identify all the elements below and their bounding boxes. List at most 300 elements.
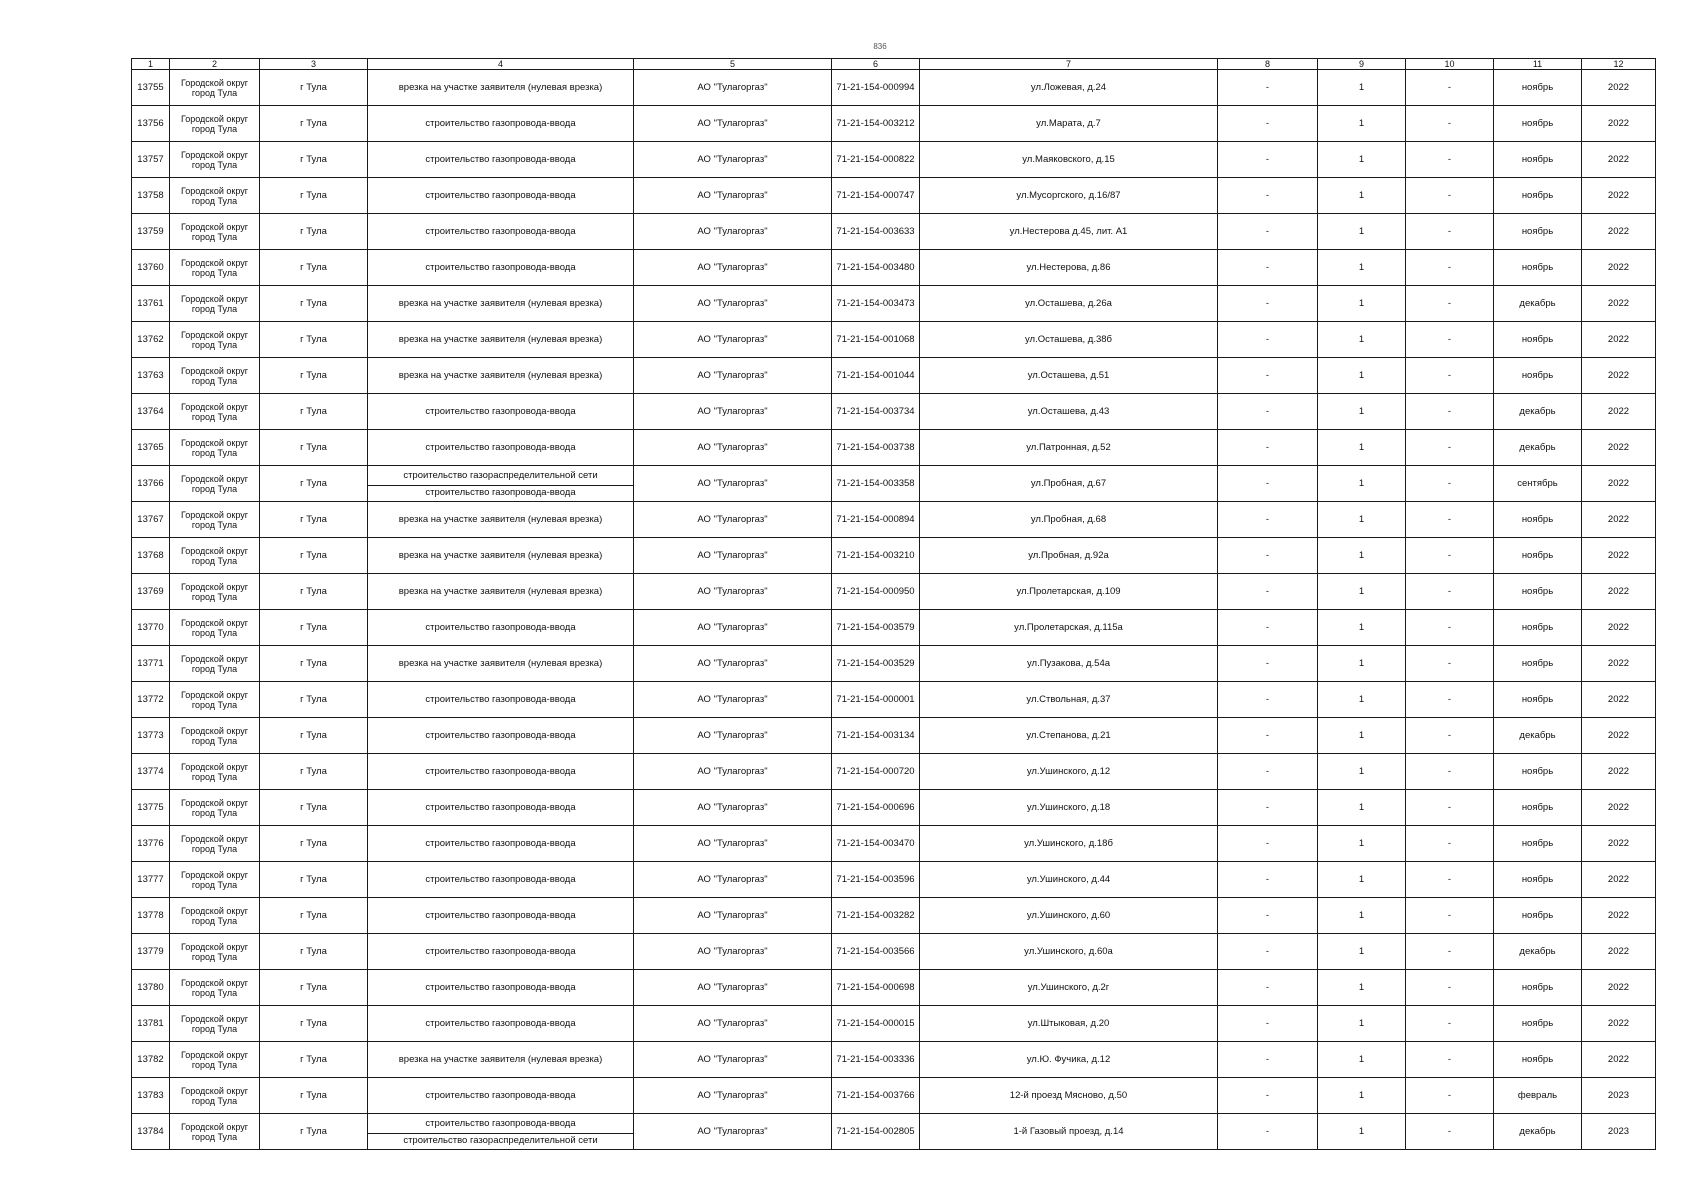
work-type-cell: строительство газопровода-ввода [368, 826, 634, 862]
quantity-cell: 1 [1318, 538, 1406, 574]
district-cell: Городской округ город Тула [170, 502, 260, 538]
address-cell: ул.Ушинского, д.60а [920, 934, 1218, 970]
work-type-cell: строительство газопровода-ввода [368, 934, 634, 970]
year-cell: 2022 [1582, 718, 1656, 754]
month-cell: декабрь [1494, 718, 1582, 754]
column-number: 5 [634, 59, 832, 70]
column-8-cell: - [1218, 70, 1318, 106]
year-cell: 2022 [1582, 322, 1656, 358]
work-type-cell: врезка на участке заявителя (нулевая врезка) [368, 286, 634, 322]
table-row [132, 538, 1656, 574]
organization-cell: АО "Тулагоргаз" [634, 718, 832, 754]
column-10-cell: - [1406, 790, 1494, 826]
record-number: 13763 [132, 358, 170, 394]
organization-cell: АО "Тулагоргаз" [634, 610, 832, 646]
quantity-cell: 1 [1318, 682, 1406, 718]
column-number: 4 [368, 59, 634, 70]
quantity-cell: 1 [1318, 1114, 1406, 1150]
record-number: 13771 [132, 646, 170, 682]
year-cell: 2022 [1582, 1006, 1656, 1042]
city-cell: г Тула [260, 466, 368, 502]
address-cell: ул.Осташева, д.43 [920, 394, 1218, 430]
table-row [132, 358, 1656, 394]
quantity-cell: 1 [1318, 250, 1406, 286]
district-cell: Городской округ город Тула [170, 934, 260, 970]
record-number: 13778 [132, 898, 170, 934]
quantity-cell: 1 [1318, 1006, 1406, 1042]
organization-cell: АО "Тулагоргаз" [634, 538, 832, 574]
organization-cell: АО "Тулагоргаз" [634, 682, 832, 718]
column-8-cell: - [1218, 1006, 1318, 1042]
record-number: 13768 [132, 538, 170, 574]
object-code-cell: 71-21-154-003480 [832, 250, 920, 286]
year-cell: 2022 [1582, 898, 1656, 934]
quantity-cell: 1 [1318, 394, 1406, 430]
year-cell: 2022 [1582, 70, 1656, 106]
district-cell: Городской округ город Тула [170, 142, 260, 178]
month-cell: декабрь [1494, 934, 1582, 970]
address-cell: ул.Мусоргского, д.16/87 [920, 178, 1218, 214]
year-cell: 2022 [1582, 214, 1656, 250]
organization-cell: АО "Тулагоргаз" [634, 790, 832, 826]
address-cell: ул.Ушинского, д.2г [920, 970, 1218, 1006]
record-number: 13773 [132, 718, 170, 754]
district-cell: Городской округ город Тула [170, 1042, 260, 1078]
column-number: 7 [920, 59, 1218, 70]
quantity-cell: 1 [1318, 610, 1406, 646]
work-type-cell: строительство газопровода-ввода [368, 178, 634, 214]
column-8-cell: - [1218, 178, 1318, 214]
object-code-cell: 71-21-154-003734 [832, 394, 920, 430]
column-10-cell: - [1406, 358, 1494, 394]
year-cell: 2022 [1582, 502, 1656, 538]
address-cell: ул.Пробная, д.92а [920, 538, 1218, 574]
record-number: 13777 [132, 862, 170, 898]
district-cell: Городской округ город Тула [170, 322, 260, 358]
work-type-cell: строительство газопровода-ввода [368, 790, 634, 826]
address-cell: ул.Ю. Фучика, д.12 [920, 1042, 1218, 1078]
month-cell: ноябрь [1494, 790, 1582, 826]
object-code-cell: 71-21-154-003529 [832, 646, 920, 682]
table-row [132, 970, 1656, 1006]
work-type-cell: врезка на участке заявителя (нулевая врезка) [368, 1042, 634, 1078]
work-type-cell: строительство газопровода-ввода [368, 1006, 634, 1042]
month-cell: ноябрь [1494, 646, 1582, 682]
column-8-cell: - [1218, 574, 1318, 610]
city-cell: г Тула [260, 250, 368, 286]
data-table [131, 58, 1656, 1150]
city-cell: г Тула [260, 106, 368, 142]
district-cell: Городской округ город Тула [170, 610, 260, 646]
record-number: 13762 [132, 322, 170, 358]
table-row [132, 718, 1656, 754]
work-type-cell: строительство газопровода-ввода [368, 718, 634, 754]
table-row [132, 1042, 1656, 1078]
organization-cell: АО "Тулагоргаз" [634, 106, 832, 142]
organization-cell: АО "Тулагоргаз" [634, 250, 832, 286]
table-row [132, 70, 1656, 106]
column-8-cell: - [1218, 934, 1318, 970]
column-10-cell: - [1406, 898, 1494, 934]
year-cell: 2022 [1582, 430, 1656, 466]
year-cell: 2022 [1582, 610, 1656, 646]
record-number: 13784 [132, 1114, 170, 1150]
record-number: 13756 [132, 106, 170, 142]
address-cell: ул.Пролетарская, д.109 [920, 574, 1218, 610]
month-cell: ноябрь [1494, 1042, 1582, 1078]
organization-cell: АО "Тулагоргаз" [634, 1114, 832, 1150]
quantity-cell: 1 [1318, 718, 1406, 754]
district-cell: Городской округ город Тула [170, 394, 260, 430]
column-8-cell: - [1218, 970, 1318, 1006]
work-type-secondary: строительство газораспределительной сети [403, 1135, 598, 1146]
column-number: 9 [1318, 59, 1406, 70]
column-number-row [132, 59, 1656, 70]
quantity-cell: 1 [1318, 574, 1406, 610]
organization-cell: АО "Тулагоргаз" [634, 502, 832, 538]
column-10-cell: - [1406, 106, 1494, 142]
year-cell: 2022 [1582, 646, 1656, 682]
quantity-cell: 1 [1318, 898, 1406, 934]
address-cell: ул.Пробная, д.68 [920, 502, 1218, 538]
address-cell: ул.Нестерова д.45, лит. А1 [920, 214, 1218, 250]
table-row [132, 142, 1656, 178]
district-cell: Городской округ город Тула [170, 106, 260, 142]
column-number: 10 [1406, 59, 1494, 70]
column-10-cell: - [1406, 142, 1494, 178]
address-cell: ул.Ушинского, д.18 [920, 790, 1218, 826]
object-code-cell: 71-21-154-000950 [832, 574, 920, 610]
district-cell: Городской округ город Тула [170, 538, 260, 574]
record-number: 13759 [132, 214, 170, 250]
organization-cell: АО "Тулагоргаз" [634, 178, 832, 214]
district-cell: Городской округ город Тула [170, 286, 260, 322]
table-row [132, 214, 1656, 250]
object-code-cell: 71-21-154-000822 [832, 142, 920, 178]
city-cell: г Тула [260, 430, 368, 466]
column-10-cell: - [1406, 502, 1494, 538]
district-cell: Городской округ город Тула [170, 1114, 260, 1150]
address-cell: ул.Ложевая, д.24 [920, 70, 1218, 106]
work-type-cell [368, 466, 634, 502]
column-10-cell: - [1406, 718, 1494, 754]
table-row [132, 790, 1656, 826]
organization-cell: АО "Тулагоргаз" [634, 70, 832, 106]
district-cell: Городской округ город Тула [170, 358, 260, 394]
year-cell: 2022 [1582, 466, 1656, 502]
column-10-cell: - [1406, 934, 1494, 970]
column-8-cell: - [1218, 682, 1318, 718]
month-cell: ноябрь [1494, 610, 1582, 646]
column-number: 2 [170, 59, 260, 70]
quantity-cell: 1 [1318, 70, 1406, 106]
district-cell: Городской округ город Тула [170, 1006, 260, 1042]
month-cell: ноябрь [1494, 322, 1582, 358]
district-cell: Городской округ город Тула [170, 250, 260, 286]
column-10-cell: - [1406, 1078, 1494, 1114]
month-cell: декабрь [1494, 1114, 1582, 1150]
column-8-cell: - [1218, 1042, 1318, 1078]
record-number: 13758 [132, 178, 170, 214]
address-cell: ул.Ствольная, д.37 [920, 682, 1218, 718]
column-8-cell: - [1218, 718, 1318, 754]
work-type-cell: врезка на участке заявителя (нулевая врезка) [368, 322, 634, 358]
month-cell: ноябрь [1494, 358, 1582, 394]
month-cell: ноябрь [1494, 178, 1582, 214]
organization-cell: АО "Тулагоргаз" [634, 826, 832, 862]
quantity-cell: 1 [1318, 466, 1406, 502]
month-cell: ноябрь [1494, 538, 1582, 574]
table-row [132, 1006, 1656, 1042]
column-8-cell: - [1218, 754, 1318, 790]
city-cell: г Тула [260, 538, 368, 574]
work-type-cell: строительство газопровода-ввода [368, 898, 634, 934]
record-number: 13775 [132, 790, 170, 826]
district-cell: Городской округ город Тула [170, 826, 260, 862]
table-row [132, 466, 1656, 502]
month-cell: ноябрь [1494, 826, 1582, 862]
organization-cell: АО "Тулагоргаз" [634, 466, 832, 502]
year-cell: 2023 [1582, 1114, 1656, 1150]
district-cell: Городской округ город Тула [170, 970, 260, 1006]
work-type-cell: строительство газопровода-ввода [368, 214, 634, 250]
organization-cell: АО "Тулагоргаз" [634, 1078, 832, 1114]
year-cell: 2022 [1582, 682, 1656, 718]
object-code-cell: 71-21-154-003282 [832, 898, 920, 934]
quantity-cell: 1 [1318, 286, 1406, 322]
address-cell: ул.Ушинского, д.60 [920, 898, 1218, 934]
column-8-cell: - [1218, 106, 1318, 142]
object-code-cell: 71-21-154-003210 [832, 538, 920, 574]
column-10-cell: - [1406, 214, 1494, 250]
year-cell: 2022 [1582, 538, 1656, 574]
work-type-cell: врезка на участке заявителя (нулевая врезка) [368, 538, 634, 574]
record-number: 13782 [132, 1042, 170, 1078]
column-8-cell: - [1218, 646, 1318, 682]
city-cell: г Тула [260, 718, 368, 754]
table-row [132, 430, 1656, 466]
quantity-cell: 1 [1318, 430, 1406, 466]
quantity-cell: 1 [1318, 754, 1406, 790]
year-cell: 2022 [1582, 106, 1656, 142]
column-8-cell: - [1218, 538, 1318, 574]
address-cell: ул.Ушинского, д.44 [920, 862, 1218, 898]
month-cell: декабрь [1494, 430, 1582, 466]
quantity-cell: 1 [1318, 178, 1406, 214]
month-cell: ноябрь [1494, 862, 1582, 898]
address-cell: ул.Осташева, д.26а [920, 286, 1218, 322]
record-number: 13755 [132, 70, 170, 106]
city-cell: г Тула [260, 790, 368, 826]
column-8-cell: - [1218, 214, 1318, 250]
year-cell: 2022 [1582, 394, 1656, 430]
year-cell: 2023 [1582, 1078, 1656, 1114]
column-10-cell: - [1406, 250, 1494, 286]
organization-cell: АО "Тулагоргаз" [634, 394, 832, 430]
object-code-cell: 71-21-154-003596 [832, 862, 920, 898]
month-cell: февраль [1494, 1078, 1582, 1114]
work-type-cell: строительство газопровода-ввода [368, 682, 634, 718]
address-cell: ул.Пробная, д.67 [920, 466, 1218, 502]
column-8-cell: - [1218, 1078, 1318, 1114]
work-type-primary: строительство газораспределительной сети [368, 467, 633, 486]
record-number: 13774 [132, 754, 170, 790]
column-10-cell: - [1406, 322, 1494, 358]
year-cell: 2022 [1582, 358, 1656, 394]
quantity-cell: 1 [1318, 970, 1406, 1006]
column-10-cell: - [1406, 466, 1494, 502]
city-cell: г Тула [260, 70, 368, 106]
record-number: 13760 [132, 250, 170, 286]
table-row [132, 502, 1656, 538]
year-cell: 2022 [1582, 970, 1656, 1006]
record-number: 13779 [132, 934, 170, 970]
column-10-cell: - [1406, 1042, 1494, 1078]
district-cell: Городской округ город Тула [170, 178, 260, 214]
address-cell: ул.Осташева, д.51 [920, 358, 1218, 394]
city-cell: г Тула [260, 1114, 368, 1150]
table-row [132, 286, 1656, 322]
table-row [132, 610, 1656, 646]
city-cell: г Тула [260, 574, 368, 610]
work-type-cell: строительство газопровода-ввода [368, 106, 634, 142]
year-cell: 2022 [1582, 250, 1656, 286]
city-cell: г Тула [260, 862, 368, 898]
object-code-cell: 71-21-154-001068 [832, 322, 920, 358]
district-cell: Городской округ город Тула [170, 430, 260, 466]
city-cell: г Тула [260, 682, 368, 718]
month-cell: сентябрь [1494, 466, 1582, 502]
month-cell: ноябрь [1494, 898, 1582, 934]
record-number: 13769 [132, 574, 170, 610]
table-row [132, 394, 1656, 430]
object-code-cell: 71-21-154-003470 [832, 826, 920, 862]
city-cell: г Тула [260, 322, 368, 358]
address-cell: ул.Степанова, д.21 [920, 718, 1218, 754]
quantity-cell: 1 [1318, 358, 1406, 394]
district-cell: Городской округ город Тула [170, 466, 260, 502]
organization-cell: АО "Тулагоргаз" [634, 754, 832, 790]
organization-cell: АО "Тулагоргаз" [634, 214, 832, 250]
month-cell: декабрь [1494, 394, 1582, 430]
address-cell: 12-й проезд Мясново, д.50 [920, 1078, 1218, 1114]
work-type-cell: строительство газопровода-ввода [368, 142, 634, 178]
object-code-cell: 71-21-154-003579 [832, 610, 920, 646]
month-cell: ноябрь [1494, 682, 1582, 718]
object-code-cell: 71-21-154-003766 [832, 1078, 920, 1114]
record-number: 13767 [132, 502, 170, 538]
column-8-cell: - [1218, 862, 1318, 898]
city-cell: г Тула [260, 1042, 368, 1078]
object-code-cell: 71-21-154-003134 [832, 718, 920, 754]
year-cell: 2022 [1582, 178, 1656, 214]
work-type-cell: врезка на участке заявителя (нулевая врезка) [368, 502, 634, 538]
object-code-cell: 71-21-154-003358 [832, 466, 920, 502]
work-type-cell: строительство газопровода-ввода [368, 610, 634, 646]
district-cell: Городской округ город Тула [170, 1078, 260, 1114]
quantity-cell: 1 [1318, 502, 1406, 538]
quantity-cell: 1 [1318, 790, 1406, 826]
work-type-cell: врезка на участке заявителя (нулевая врезка) [368, 70, 634, 106]
district-cell: Городской округ город Тула [170, 898, 260, 934]
object-code-cell: 71-21-154-001044 [832, 358, 920, 394]
column-10-cell: - [1406, 970, 1494, 1006]
quantity-cell: 1 [1318, 934, 1406, 970]
object-code-cell: 71-21-154-003473 [832, 286, 920, 322]
address-cell: ул.Пузакова, д.54а [920, 646, 1218, 682]
quantity-cell: 1 [1318, 214, 1406, 250]
column-10-cell: - [1406, 1006, 1494, 1042]
year-cell: 2022 [1582, 286, 1656, 322]
column-number: 3 [260, 59, 368, 70]
column-8-cell: - [1218, 1114, 1318, 1150]
organization-cell: АО "Тулагоргаз" [634, 574, 832, 610]
city-cell: г Тула [260, 142, 368, 178]
month-cell: ноябрь [1494, 106, 1582, 142]
organization-cell: АО "Тулагоргаз" [634, 322, 832, 358]
table-row [132, 754, 1656, 790]
object-code-cell: 71-21-154-003566 [832, 934, 920, 970]
column-8-cell: - [1218, 286, 1318, 322]
work-type-secondary: строительство газопровода-ввода [425, 487, 576, 498]
column-number: 6 [832, 59, 920, 70]
address-cell: ул.Нестерова, д.86 [920, 250, 1218, 286]
month-cell: ноябрь [1494, 502, 1582, 538]
month-cell: ноябрь [1494, 1006, 1582, 1042]
object-code-cell: 71-21-154-000698 [832, 970, 920, 1006]
month-cell: ноябрь [1494, 574, 1582, 610]
object-code-cell: 71-21-154-000015 [832, 1006, 920, 1042]
city-cell: г Тула [260, 646, 368, 682]
year-cell: 2022 [1582, 862, 1656, 898]
page-number: 836 [873, 42, 887, 51]
address-cell: ул.Пролетарская, д.115а [920, 610, 1218, 646]
table-row [132, 1078, 1656, 1114]
table-row [132, 862, 1656, 898]
record-number: 13766 [132, 466, 170, 502]
organization-cell: АО "Тулагоргаз" [634, 142, 832, 178]
city-cell: г Тула [260, 286, 368, 322]
district-cell: Городской округ город Тула [170, 646, 260, 682]
record-number: 13776 [132, 826, 170, 862]
work-type-cell: врезка на участке заявителя (нулевая врезка) [368, 574, 634, 610]
address-cell: ул.Ушинского, д.12 [920, 754, 1218, 790]
month-cell: ноябрь [1494, 970, 1582, 1006]
district-cell: Городской округ город Тула [170, 574, 260, 610]
organization-cell: АО "Тулагоргаз" [634, 862, 832, 898]
quantity-cell: 1 [1318, 142, 1406, 178]
month-cell: ноябрь [1494, 754, 1582, 790]
district-cell: Городской округ город Тула [170, 214, 260, 250]
column-10-cell: - [1406, 1114, 1494, 1150]
column-10-cell: - [1406, 646, 1494, 682]
district-cell: Городской округ город Тула [170, 790, 260, 826]
object-code-cell: 71-21-154-003212 [832, 106, 920, 142]
column-10-cell: - [1406, 394, 1494, 430]
district-cell: Городской округ город Тула [170, 682, 260, 718]
table-row [132, 250, 1656, 286]
object-code-cell: 71-21-154-003738 [832, 430, 920, 466]
year-cell: 2022 [1582, 754, 1656, 790]
column-8-cell: - [1218, 790, 1318, 826]
work-type-cell: строительство газопровода-ввода [368, 430, 634, 466]
column-10-cell: - [1406, 70, 1494, 106]
column-8-cell: - [1218, 430, 1318, 466]
year-cell: 2022 [1582, 790, 1656, 826]
record-number: 13772 [132, 682, 170, 718]
year-cell: 2022 [1582, 826, 1656, 862]
work-type-cell: строительство газопровода-ввода [368, 250, 634, 286]
